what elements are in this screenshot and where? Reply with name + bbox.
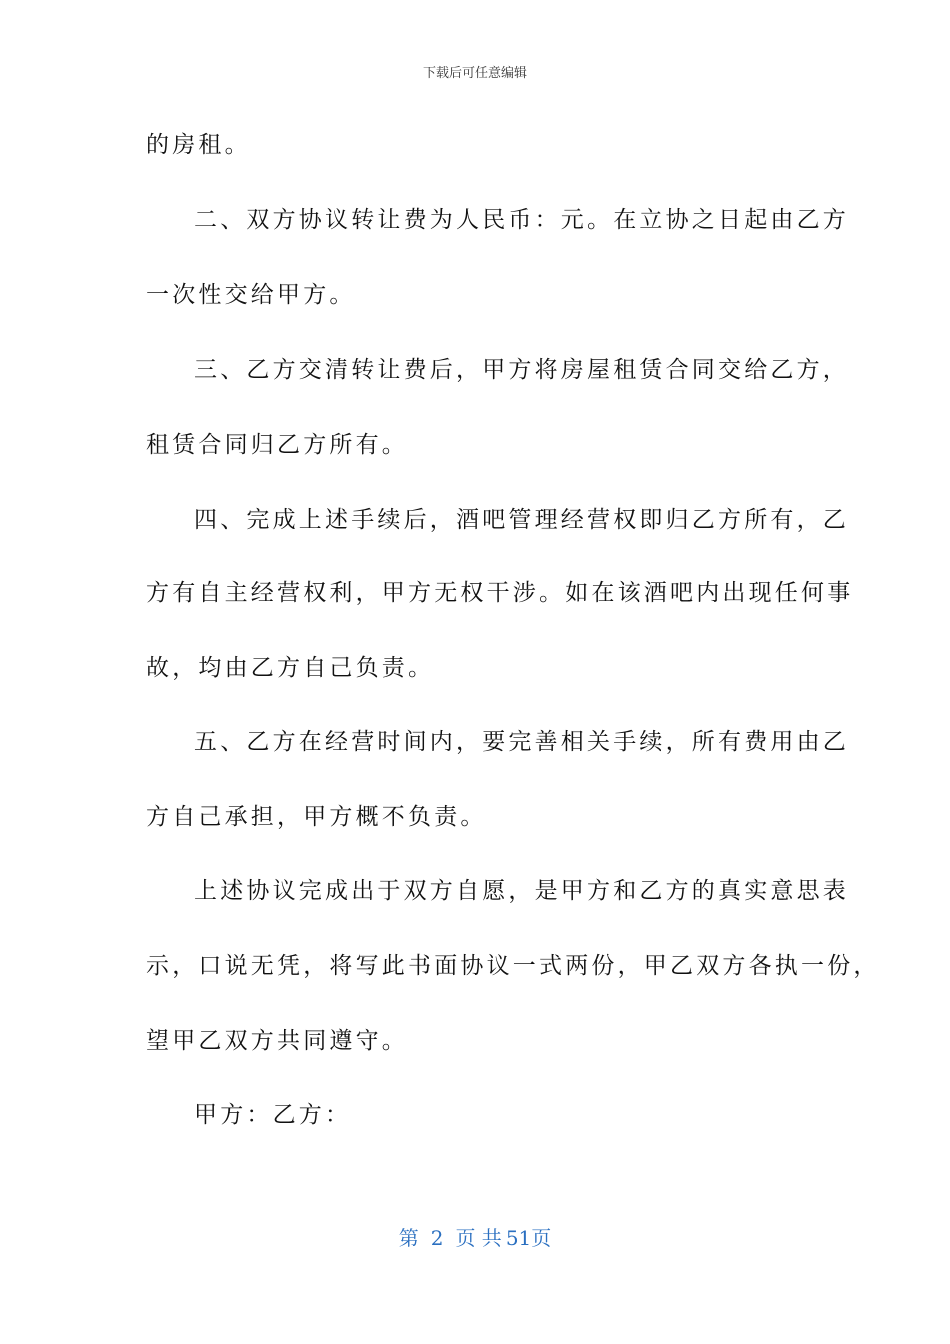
text-line: 的房租。 <box>146 132 251 158</box>
paragraph-line: 四、完成上述手续后，酒吧管理经营权即归乙方所有，乙 <box>194 507 849 533</box>
paragraph-line: 上述协议完成出于双方自愿，是甲方和乙方的真实意思表 <box>194 878 849 904</box>
text-line: 租赁合同归乙方所有。 <box>146 432 408 458</box>
footer-total-pages: 51 <box>505 1226 532 1250</box>
signature-line: 甲方：乙方： <box>194 1102 352 1128</box>
footer-middle: 页 共 <box>455 1226 502 1250</box>
footer-suffix: 页 <box>531 1226 552 1250</box>
text-line: 方自己承担，甲方概不负责。 <box>146 804 487 830</box>
text-line: 方有自主经营权利，甲方无权干涉。如在该酒吧内出现任何事 <box>146 580 854 606</box>
paragraph-line: 五、乙方在经营时间内，要完善相关手续，所有费用由乙 <box>194 729 849 755</box>
paragraph-line: 二、双方协议转让费为人民币：元。在立协之日起由乙方 <box>194 207 849 233</box>
footer-current-page: 2 <box>430 1226 444 1250</box>
text-line: 故，均由乙方自己负责。 <box>146 655 435 681</box>
page-footer <box>0 1224 950 1252</box>
text-line: 示，口说无凭，将写此书面协议一式两份，甲乙双方各执一份， <box>146 953 880 979</box>
page-header: 下载后可任意编辑 <box>422 66 527 81</box>
text-line: 一次性交给甲方。 <box>146 282 356 308</box>
paragraph-line: 三、乙方交清转让费后，甲方将房屋租赁合同交给乙方， <box>194 357 849 383</box>
footer-prefix: 第 <box>398 1226 419 1250</box>
text-line: 望甲乙双方共同遵守。 <box>146 1028 408 1054</box>
